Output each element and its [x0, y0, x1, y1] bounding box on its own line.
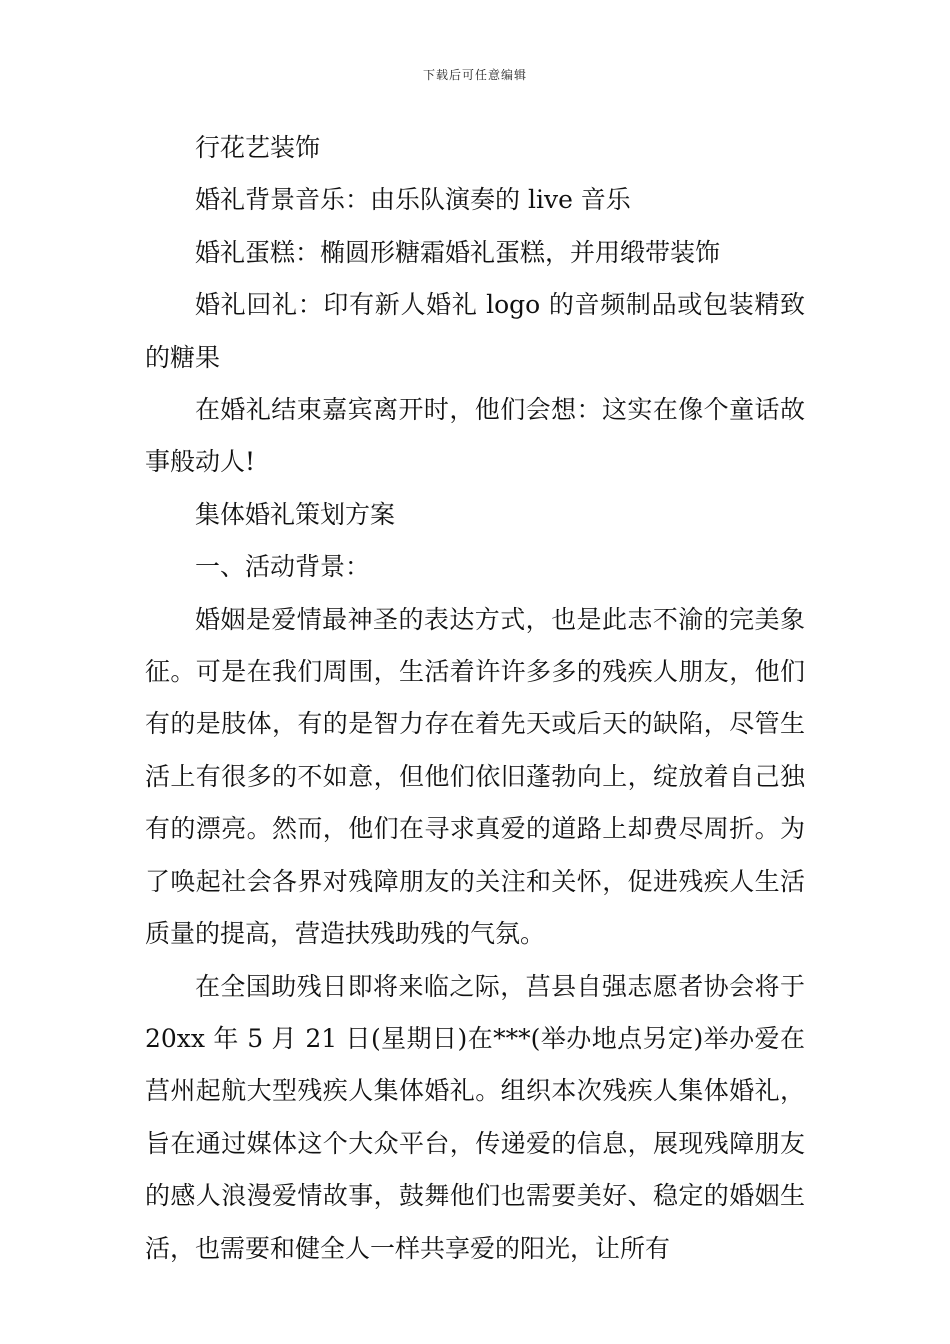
paragraph-wedding-cake: 婚礼蛋糕：椭圆形糖霜婚礼蛋糕，并用缎带装饰 [195, 237, 721, 267]
paragraph-event-details: 在全国助残日即将来临之际，莒县自强志愿者协会将于 20xx 年 5 月 21 日(星期日)在***(举办地点另定)举办爱在莒州起航大型残疾人集体婚礼。组织本次残疾人集体婚礼，旨在通过媒体这个大众平台，传递爱的信息，展现残障朋友的感人浪漫爱情故事，鼓舞他们也需要美好、稳定的婚姻生活，也需要和健全人一样共享爱的阳光，让所有 [145, 971, 805, 1263]
paragraph-background-music: 婚礼背景音乐：由乐队演奏的 live 音乐 [195, 185, 631, 215]
paragraph-flower-decoration: 行花艺装饰 [195, 133, 321, 162]
section-heading-background: 一、活动背景： [195, 552, 371, 582]
paragraph-wedding-gift: 婚礼回礼：印有新人婚礼 logo 的音频制品或包装精致的糖果 [145, 290, 805, 372]
paragraph-closing-thought: 在婚礼结束嘉宾离开时，他们会想：这实在像个童话故事般动人! [145, 395, 805, 477]
document-body [145, 122, 805, 1275]
page-header: 下载后可任意编辑 [422, 68, 527, 82]
paragraph-background-body: 婚姻是爱情最神圣的表达方式，也是此志不渝的完美象征。可是在我们周围，生活着许许多多的残疾人朋友，他们有的是肢体，有的是智力存在着先天或后天的缺陷，尽管生活上有很多的不如意，但他们依旧蓬勃向上，绽放着自己独有的漂亮。然而，他们在寻求真爱的道路上却费尽周折。为了唤起社会各界对残障朋友的关注和关怀，促进残疾人生活质量的提高，营造扶残助残的气氛。 [145, 604, 805, 949]
section-title: 集体婚礼策划方案 [195, 499, 396, 529]
